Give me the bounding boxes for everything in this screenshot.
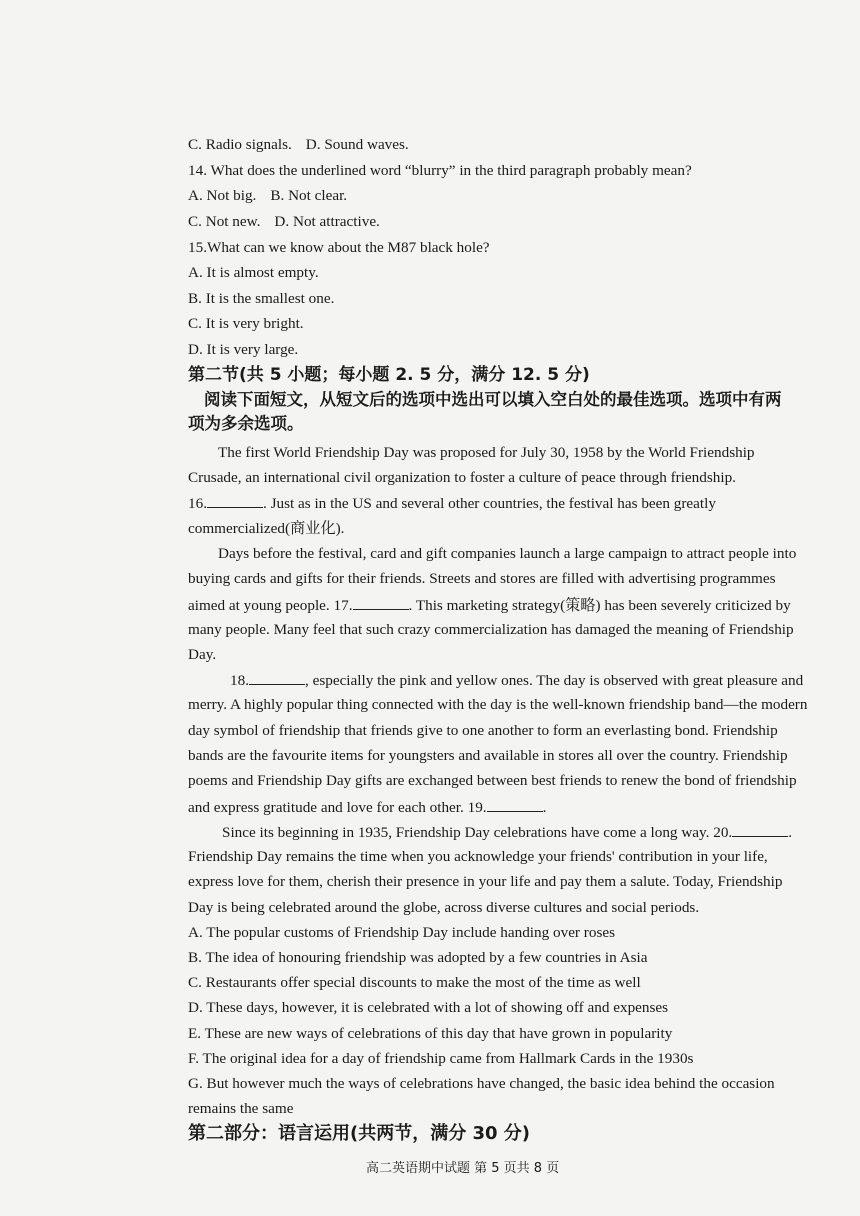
- passage-p4-line3: express love for them, cherish their presence in your life and pay them a salute. Today, Friendship: [188, 873, 783, 890]
- q13-option-c: C. Radio signals.: [188, 136, 292, 153]
- section2-heading: 第二节(共 5 小题；每小题 2. 5 分，满分 12. 5 分): [188, 365, 590, 385]
- passage-p2-line1: Days before the festival, card and gift companies launch a large campaign to attract people into: [218, 545, 797, 562]
- q13-option-d: D. Sound waves.: [305, 136, 409, 153]
- blank-20[interactable]: [732, 822, 788, 837]
- passage-p3-line6: [188, 797, 546, 818]
- blank-19[interactable]: [487, 797, 543, 812]
- passage-p2-line3-a: aimed at young people. 17.: [188, 597, 353, 614]
- page-footer: 高二英语期中试题 第 5 页共 8 页: [366, 1161, 560, 1176]
- option-c: C. Restaurants offer special discounts to make the most of the time as well: [188, 974, 641, 991]
- passage-p4-line2: Friendship Day remains the time when you acknowledge your friends' contribution in your life,: [188, 848, 768, 865]
- option-g-line1: G. But however much the ways of celebrations have changed, the basic idea behind the occasion: [188, 1075, 775, 1092]
- q15-option-c: C. It is very bright.: [188, 315, 304, 332]
- passage-p3-line4: bands are the favourite items for youngsters and available in stores all over the country. Friendship: [188, 747, 788, 764]
- passage-p4-line1-b: .: [788, 824, 793, 841]
- passage-p1-line2: Crusade, an international civil organization to foster a culture of peace through friendship.: [188, 469, 736, 486]
- passage-p3-line3: day symbol of friendship that friends give to one another to form an everlasting bond. Friendship: [188, 722, 778, 739]
- passage-p1-line1: The first World Friendship Day was proposed for July 30, 1958 by the World Friendship: [218, 444, 755, 461]
- passage-p3-line1-text: , especially the pink and yellow ones. The day is observed with great pleasure and: [304, 672, 804, 689]
- blank-16[interactable]: [207, 493, 263, 508]
- passage-p4-line4: Day is being celebrated around the globe, across diverse cultures and social periods.: [188, 899, 700, 916]
- passage-p3-line6-a: and express gratitude and love for each other. 19.: [188, 799, 487, 816]
- q13-options-cd: [188, 135, 409, 155]
- blank-18[interactable]: [249, 670, 305, 685]
- option-b: B. The idea of honouring friendship was adopted by a few countries in Asia: [188, 949, 648, 966]
- passage-p3-line2: merry. A highly popular thing connected with the day is the well-known friendship band—the modern: [188, 696, 808, 713]
- part2-heading: 第二部分：语言运用(共两节，满分 30 分): [188, 1123, 531, 1144]
- q15-option-a: A. It is almost empty.: [188, 264, 319, 281]
- q14-option-c: C. Not new.: [188, 213, 261, 230]
- q14-option-d: D. Not attractive.: [274, 213, 380, 230]
- option-d: D. These days, however, it is celebrated with a lot of showing off and expenses: [188, 999, 669, 1016]
- passage-p2-line3: [188, 595, 791, 616]
- blank-17[interactable]: [353, 595, 409, 610]
- q14-options-cd: [188, 212, 380, 232]
- passage-p3-line1: [230, 670, 803, 691]
- option-f: F. The original idea for a day of friendship came from Hallmark Cards in the 1930s: [188, 1050, 694, 1067]
- passage-p4-line1-a: Since its beginning in 1935, Friendship Day celebrations have come a long way. 20.: [222, 824, 733, 841]
- q15-stem: 15.What can we know about the M87 black hole?: [188, 239, 490, 256]
- passage-p1-line4: commercialized(商业化).: [188, 520, 345, 537]
- q14-option-b: B. Not clear.: [270, 187, 348, 204]
- passage-p1-line3: [188, 493, 716, 514]
- q14-stem: 14. What does the underlined word “blurry” in the third paragraph probably mean?: [188, 162, 692, 179]
- section2-instruction-line1: 阅读下面短文，从短文后的选项中选出可以填入空白处的最佳选项。选项中有两: [204, 390, 782, 409]
- passage-p4-line1: [222, 822, 792, 843]
- option-g-line2: remains the same: [188, 1100, 294, 1117]
- option-e: E. These are new ways of celebrations of this day that have grown in popularity: [188, 1025, 673, 1042]
- passage-p3-line6-b: .: [542, 799, 547, 816]
- passage-p1-line3-text: . Just as in the US and several other countries, the festival has been greatly: [262, 495, 716, 512]
- passage-p2-line5: Day.: [188, 646, 217, 663]
- option-a: A. The popular customs of Friendship Day include handing over roses: [188, 924, 615, 941]
- passage-p2-line4: many people. Many feel that such crazy commercialization has damaged the meaning of Friendship: [188, 621, 794, 638]
- q15-option-b: B. It is the smallest one.: [188, 290, 335, 307]
- q14-option-a: A. Not big.: [188, 187, 257, 204]
- passage-p2-line2: buying cards and gifts for their friends. Streets and stores are filled with advertising programmes: [188, 570, 776, 587]
- passage-p2-line3-b: . This marketing strategy(策略) has been severely criticized by: [408, 597, 791, 614]
- passage-p3-line5: poems and Friendship Day gifts are exchanged between best friends to renew the bond of friendship: [188, 772, 797, 789]
- q15-option-d: D. It is very large.: [188, 341, 299, 358]
- section2-instruction-line2: 项为多余选项。: [188, 414, 304, 433]
- blank-18-number: 18.: [230, 672, 249, 689]
- q14-options-ab: [188, 186, 347, 206]
- blank-16-number: 16.: [188, 495, 207, 512]
